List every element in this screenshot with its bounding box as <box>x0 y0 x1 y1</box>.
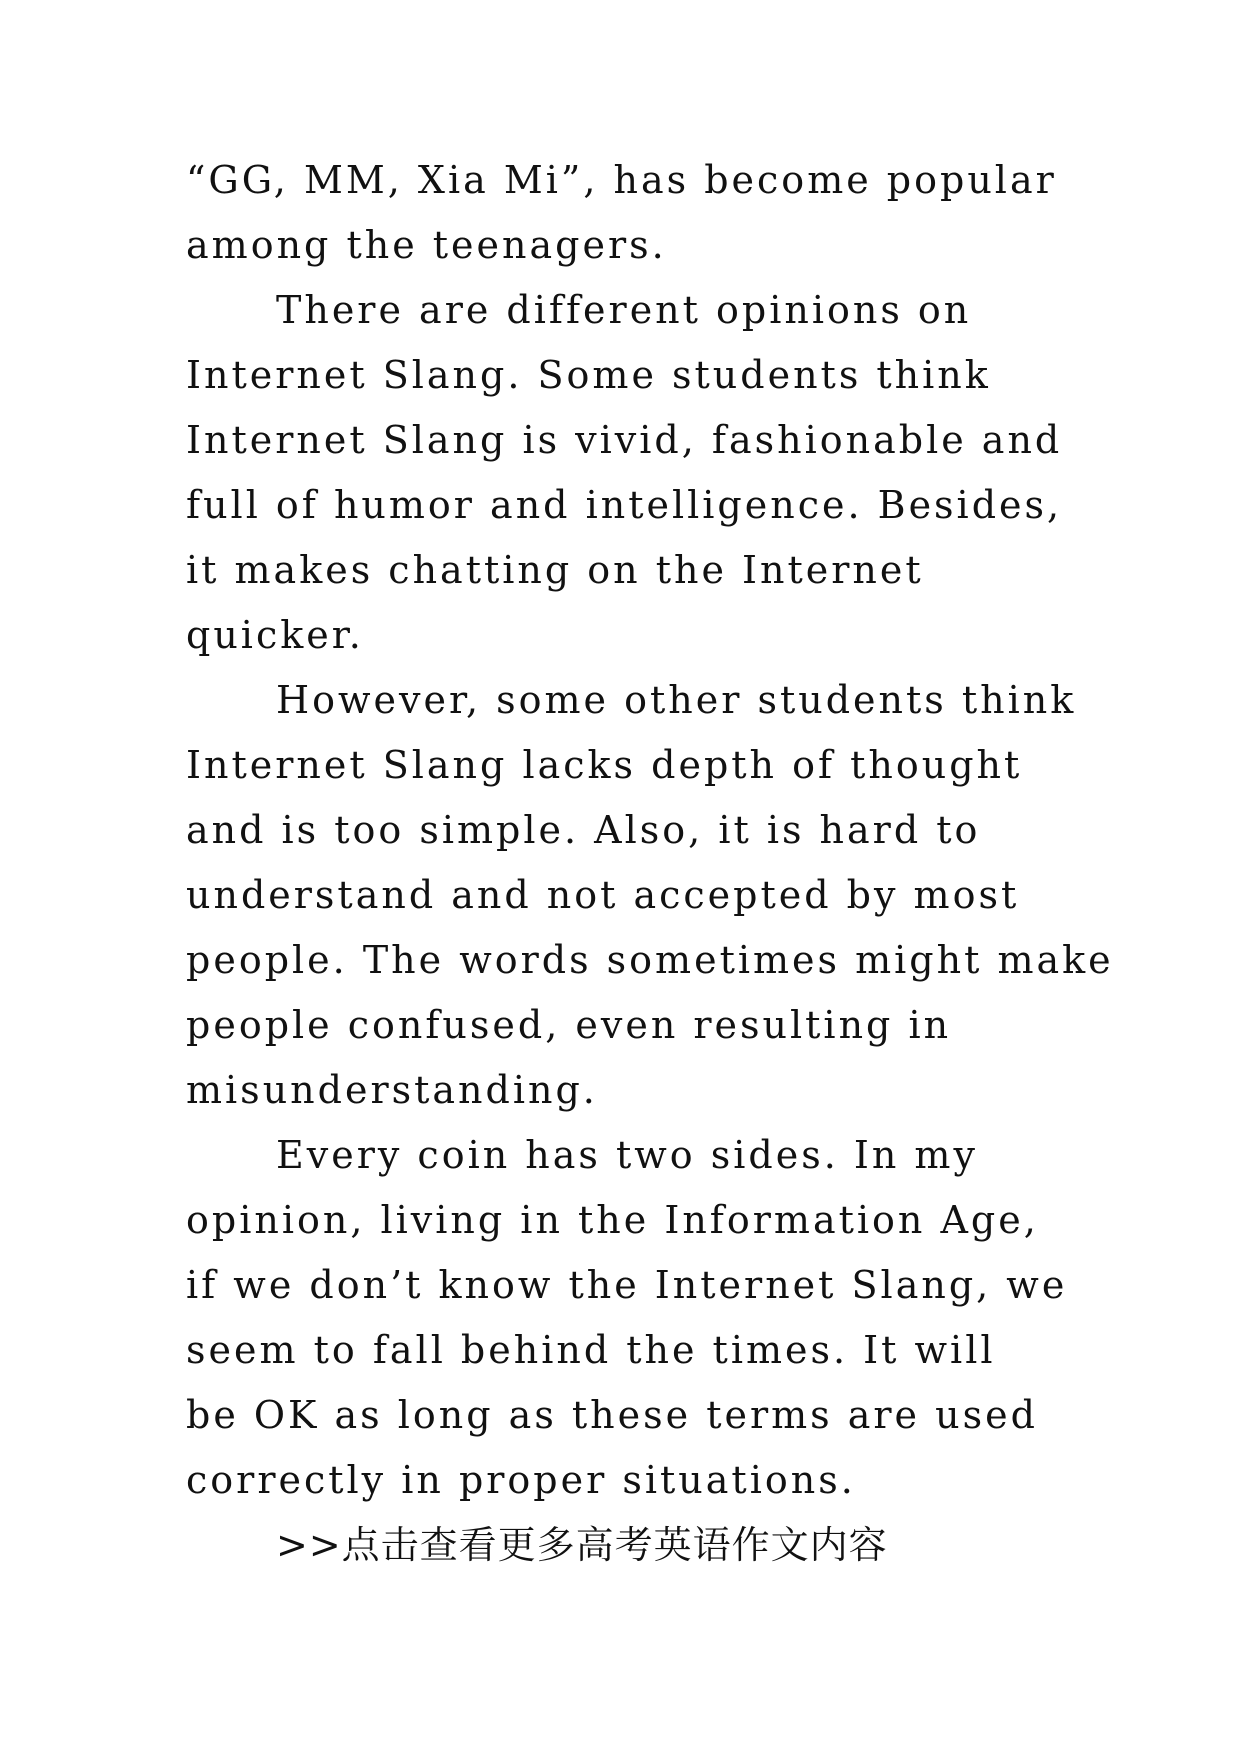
text-line: full of humor and intelligence. Besides, <box>186 483 1063 527</box>
text-line: Internet Slang. Some students think <box>186 353 991 397</box>
text-line: Internet Slang lacks depth of thought <box>186 743 1023 787</box>
text-line: opinion, living in the Information Age, <box>186 1198 1039 1242</box>
text-line: quicker. <box>186 613 364 657</box>
paragraph-start-line: However, some other students think <box>276 678 1077 722</box>
text-line: understand and not accepted by most <box>186 873 1020 917</box>
text-line: people. The words sometimes might make <box>186 938 1114 982</box>
text-line: misunderstanding. <box>186 1068 598 1112</box>
text-line: correctly in proper situations. <box>186 1458 856 1502</box>
paragraph-start-line: Every coin has two sides. In my <box>276 1133 978 1177</box>
text-line: be OK as long as these terms are used <box>186 1393 1038 1437</box>
text-line: among the teenagers. <box>186 223 667 267</box>
more-essays-link[interactable]: >>点击查看更多高考英语作文内容 <box>276 1523 888 1567</box>
paragraph-start-line: There are different opinions on <box>276 288 972 332</box>
text-line: if we don’t know the Internet Slang, we <box>186 1263 1068 1307</box>
text-line: it makes chatting on the Internet <box>186 548 924 592</box>
text-line: “GG, MM, Xia Mi”, has become popular <box>186 158 1057 202</box>
text-line: Internet Slang is vivid, fashionable and <box>186 418 1063 462</box>
text-line: seem to fall behind the times. It will <box>186 1328 996 1372</box>
text-line: and is too simple. Also, it is hard to <box>186 808 981 852</box>
text-line: people confused, even resulting in <box>186 1003 952 1047</box>
